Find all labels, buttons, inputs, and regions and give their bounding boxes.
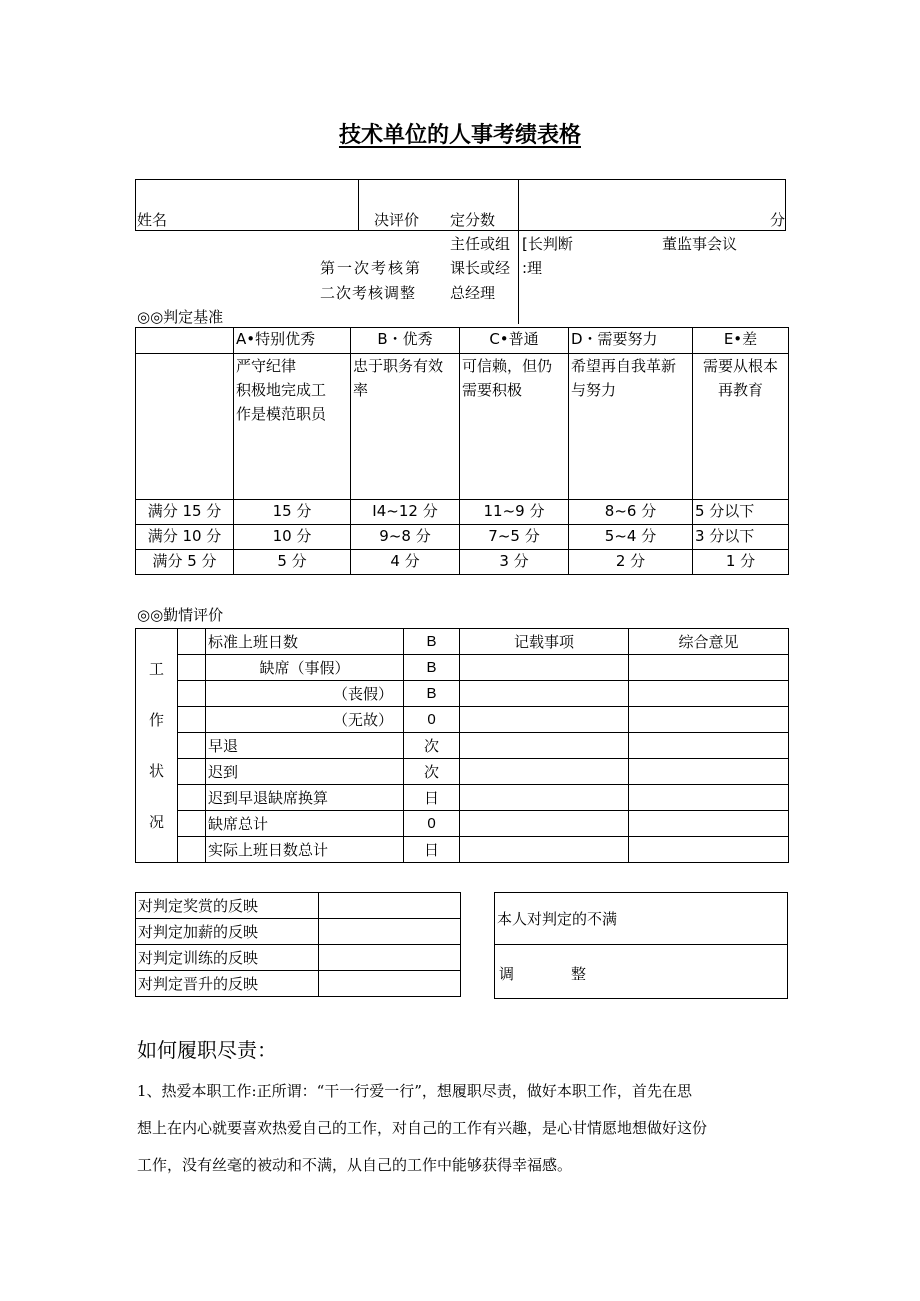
attendance-item: （丧假） xyxy=(206,681,404,707)
adjust-cell xyxy=(495,945,788,999)
score-cell: 10 分 xyxy=(234,525,351,550)
duty-heading: 如何履职尽责： xyxy=(137,1038,277,1062)
record-cell[interactable] xyxy=(460,655,629,681)
record-cell[interactable] xyxy=(460,733,629,759)
attendance-item: 缺席总计 xyxy=(206,811,404,837)
record-cell[interactable] xyxy=(460,681,629,707)
opinion-cell[interactable] xyxy=(629,811,789,837)
opinion-cell[interactable] xyxy=(629,707,789,733)
score-cell: 5 分 xyxy=(234,550,351,575)
reflection-row xyxy=(136,919,461,945)
opinion-cell[interactable] xyxy=(629,759,789,785)
attendance-item: 实际上班日数总计 xyxy=(206,837,404,863)
score-row-label: 满分 15 分 xyxy=(136,500,234,525)
grade-b: B・优秀 xyxy=(351,328,460,354)
description-line: 严守纪律 xyxy=(236,357,297,375)
adjust-char-1: 调 xyxy=(499,965,515,983)
score-cell: 11~9 分 xyxy=(460,500,569,525)
opinion-cell[interactable] xyxy=(629,655,789,681)
attendance-unit: 日 xyxy=(404,785,460,811)
reflection-value[interactable] xyxy=(319,971,461,997)
attendance-unit: 次 xyxy=(404,759,460,785)
score-cell: 9~8 分 xyxy=(351,525,460,550)
opinion-cell[interactable] xyxy=(629,837,789,863)
description-d xyxy=(569,354,693,500)
header-box-left-line xyxy=(135,179,136,231)
score-cell: 15 分 xyxy=(234,500,351,525)
attendance-item: （无故） xyxy=(206,707,404,733)
attendance-row xyxy=(136,811,789,837)
attendance-table xyxy=(135,628,789,863)
description-a xyxy=(234,354,351,500)
description-line: 积极地完成工 xyxy=(236,381,327,399)
attendance-row xyxy=(136,655,789,681)
description-c xyxy=(460,354,569,500)
attendance-item: 早退 xyxy=(206,733,404,759)
description-e xyxy=(693,354,789,500)
attendance-unit: 0 xyxy=(404,707,460,733)
adjust-char-2: 整 xyxy=(571,965,587,983)
record-cell[interactable] xyxy=(460,707,629,733)
duty-line: 工作，没有丝毫的被动和不满，从自己的工作中能够获得幸福感。 xyxy=(137,1156,573,1174)
dissatisfaction-row xyxy=(495,893,788,945)
duty-line: 1、热爱本职工作:正所谓：“干一行爱一行”，想履职尽责，做好本职工作，首先在思 xyxy=(137,1082,692,1100)
attendance-unit: B xyxy=(404,655,460,681)
reflection-value[interactable] xyxy=(319,919,461,945)
reflection-row xyxy=(136,893,461,919)
description-corner-cell xyxy=(136,354,234,500)
second-review-label: 二次考核调整 xyxy=(320,284,417,302)
score-row-15 xyxy=(136,500,789,525)
duty-line: 想上在内心就要喜欢热爱自己的工作，对自己的工作有兴趣，是心甘情愿地想做好这份 xyxy=(137,1119,708,1137)
role-manager: 课长或经 xyxy=(450,259,511,277)
description-line: 希望再自我革新 xyxy=(571,357,677,375)
score-cell: 2 分 xyxy=(569,550,693,575)
adjust-row xyxy=(495,945,788,999)
blank-cell xyxy=(178,811,206,837)
opinion-header: 综合意见 xyxy=(629,629,789,655)
opinion-cell[interactable] xyxy=(629,733,789,759)
dissatisfaction-table xyxy=(494,892,788,999)
score-row-5 xyxy=(136,550,789,575)
grade-c: C•普通 xyxy=(460,328,569,354)
score-cell: 4 分 xyxy=(351,550,460,575)
role-supervisor: 主任或组 xyxy=(450,235,511,253)
work-status-char: 作 xyxy=(148,710,164,729)
header-box-right-line xyxy=(785,179,786,231)
attendance-row xyxy=(136,785,789,811)
eval-label: 决评价 xyxy=(374,211,420,229)
attendance-row xyxy=(136,707,789,733)
reflection-label: 对判定训练的反映 xyxy=(136,945,319,971)
description-line: 再教育 xyxy=(717,381,763,399)
work-status-char: 工 xyxy=(148,659,164,678)
reflection-label: 对判定加薪的反映 xyxy=(136,919,319,945)
score-cell: 5~4 分 xyxy=(569,525,693,550)
attendance-item: 标准上班日数 xyxy=(206,629,404,655)
score-cell: 8~6 分 xyxy=(569,500,693,525)
attendance-item: 缺席（事假） xyxy=(206,655,404,681)
fen-label: 分 xyxy=(770,211,786,229)
reflection-value[interactable] xyxy=(319,893,461,919)
grade-d: D・需要努力 xyxy=(569,328,693,354)
attendance-unit: 次 xyxy=(404,733,460,759)
description-line: 需要积极 xyxy=(462,381,523,399)
record-cell[interactable] xyxy=(460,837,629,863)
work-status-char: 况 xyxy=(148,812,164,831)
description-line: 率 xyxy=(353,381,369,399)
blank-cell xyxy=(178,759,206,785)
record-cell[interactable] xyxy=(460,811,629,837)
attendance-row xyxy=(136,837,789,863)
description-line: 可信赖，但仍 xyxy=(462,357,553,375)
record-cell[interactable] xyxy=(460,759,629,785)
description-line: 与努力 xyxy=(571,381,617,399)
page-title: 技术单位的人事考绩表格 xyxy=(338,123,581,148)
opinion-cell[interactable] xyxy=(629,681,789,707)
description-line: 需要从根本 xyxy=(702,357,778,375)
criteria-corner-cell xyxy=(136,328,234,354)
attendance-item: 迟到 xyxy=(206,759,404,785)
attendance-row xyxy=(136,733,789,759)
score-row-label: 满分 5 分 xyxy=(136,550,234,575)
header-box-right-divider xyxy=(518,179,519,324)
reflection-table xyxy=(135,892,461,997)
score-cell: I4~12 分 xyxy=(351,500,460,525)
score-cell: 1 分 xyxy=(693,550,789,575)
attendance-row xyxy=(136,759,789,785)
grade-e: E•差 xyxy=(693,328,789,354)
duty-paragraph xyxy=(137,1073,797,1184)
reflection-value[interactable] xyxy=(319,945,461,971)
attendance-unit: B xyxy=(404,629,460,655)
record-cell[interactable] xyxy=(460,785,629,811)
work-status-char: 状 xyxy=(148,761,164,780)
header-box-mid-line xyxy=(135,230,786,231)
criteria-heading: ◎◎判定基准 xyxy=(137,308,224,326)
blank-cell xyxy=(178,681,206,707)
attendance-heading: ◎◎勤情评价 xyxy=(137,606,224,624)
criteria-table xyxy=(135,327,789,575)
attendance-row xyxy=(136,629,789,655)
reflection-label: 对判定晋升的反映 xyxy=(136,971,319,997)
opinion-cell[interactable] xyxy=(629,785,789,811)
role-general-manager: 总经理 xyxy=(450,284,496,302)
reflection-row xyxy=(136,971,461,997)
note-board: 董监事会议 xyxy=(662,235,738,253)
score-cell: 7~5 分 xyxy=(460,525,569,550)
blank-cell xyxy=(178,655,206,681)
criteria-description-row xyxy=(136,354,789,500)
reflection-label: 对判定奖赏的反映 xyxy=(136,893,319,919)
description-b xyxy=(351,354,460,500)
note-li: :理 xyxy=(522,259,543,277)
attendance-unit: B xyxy=(404,681,460,707)
attendance-unit: 日 xyxy=(404,837,460,863)
dissatisfaction-label: 本人对判定的不满 xyxy=(495,893,788,945)
header-box-top-line xyxy=(135,179,786,180)
criteria-header-row xyxy=(136,328,789,354)
record-header: 记载事项 xyxy=(460,629,629,655)
blank-cell xyxy=(178,785,206,811)
blank-cell xyxy=(178,629,206,655)
description-line: 忠于职务有效 xyxy=(353,357,444,375)
header-box-divider xyxy=(358,179,359,231)
reflection-row xyxy=(136,945,461,971)
note-judgment: [长判断 xyxy=(522,235,573,253)
blank-cell xyxy=(178,733,206,759)
score-label: 定分数 xyxy=(450,211,496,229)
attendance-unit: 0 xyxy=(404,811,460,837)
first-review-label: 第一次考核第 xyxy=(320,259,423,277)
attendance-item: 迟到早退缺席换算 xyxy=(206,785,404,811)
grade-a: A•特别优秀 xyxy=(234,328,351,354)
blank-cell xyxy=(178,837,206,863)
score-cell: 3 分 xyxy=(460,550,569,575)
work-status-label xyxy=(136,629,178,863)
score-row-label: 满分 10 分 xyxy=(136,525,234,550)
score-row-10 xyxy=(136,525,789,550)
blank-cell xyxy=(178,707,206,733)
name-label: 姓名 xyxy=(137,211,168,229)
score-cell: 5 分以下 xyxy=(693,500,789,525)
attendance-row xyxy=(136,681,789,707)
score-cell: 3 分以下 xyxy=(693,525,789,550)
description-line: 作是模范职员 xyxy=(236,405,327,423)
